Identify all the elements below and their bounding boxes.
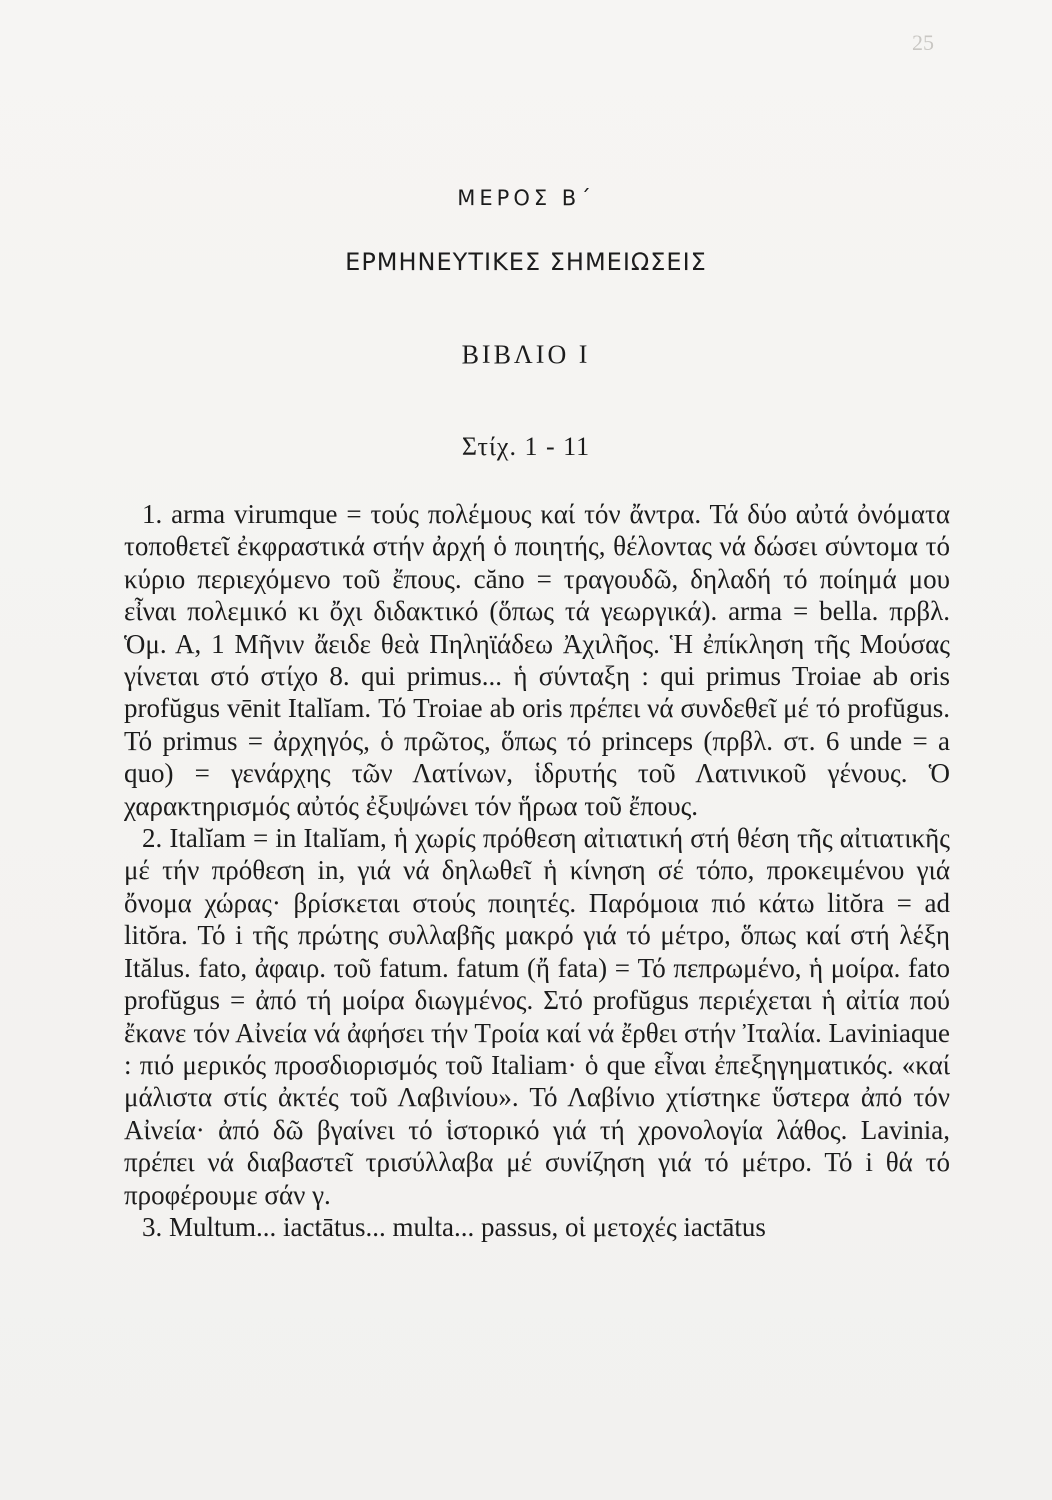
paragraph-note-2: 2. Italĭam = in Italĭam, ἡ χωρίς πρόθεση αἰτιατική στή θέση τῆς αἰτιατικῆς μέ τήν πρόθεση in, γιά νά δηλωθεῖ ἡ κίνηση σέ τόπο, προκειμένου γιά ὄνομα χώρας· βρίσκεται στούς ποιητές. Παρόμοια πιό κάτω litŏra = ad litŏra. Τό i τῆς πρώτης συλλαβῆς μακρό γιά τό μέτρο, ὅπως καί στή λέξη Itălus. fato, ἀφαιρ. τοῦ fatum. fatum (ἤ fata) = Τό πεπρωμένο, ἡ μοίρα. fato profŭgus = ἀπό τή μοίρα διωγμένος. Στό profŭgus περιέχεται ἡ αἰτία πού ἔκανε τόν Αἰνεία νά ἀφήσει τήν Τροία καί νά ἔρθει στήν Ἰταλία. Laviniaque : πιό μερικός προσδιορισμός τοῦ Italiam· ὁ que εἶναι ἐπεξηγηματικός. «καί μάλιστα στίς ἀκτές τοῦ Λαβινίου». Τό Λαβίνιο χτίστηκε ὕστερα ἀπό τόν Αἰνεία· ἀπό δῶ βγαίνει τό ἱστορικό γιά τή χρονολογία λάθος. Lavinia, πρέπει νά διαβαστεῖ τρισύλλαβα μέ συνίζηση γιά τό μέτρο. Τό i θά τό προφέρουμε σάν γ. — [124, 823, 950, 1210]
verses-heading: Στίχ. 1 - 11 — [461, 432, 591, 461]
paragraph-note-3: 3. Multum... iactātus... multa... passus, οἱ μετοχές iactātus — [142, 1211, 766, 1242]
paragraph-note-1: 1. arma virumque = τούς πολέμους καί τόν ἄντρα. Τά δύο αὐτά ὀνόματα τοποθετεῖ ἐκφραστικά στήν ἀρχή ὁ ποιητής, θέλοντας νά δώσει σύντομα τό κύριο περιεχόμενο τοῦ ἔπους. căno = τραγουδῶ, δηλαδή τό ποίημά μου εἶναι πολεμικό κι ὄχι διδακτικό (ὅπως τά γεωργικά). arma = bella. πρβλ. Ὁμ. Α, 1 Μῆνιν ἄειδε θεὰ Πηληϊάδεω Ἀχιλῆος. Ἡ ἐπίκληση τῆς Μούσας γίνεται στό στίχο 8. qui primus... ἡ σύνταξη : qui primus Troiae ab oris profŭgus vēnit Italĭam. Τό Troiae ab oris πρέπει νά συνδεθεῖ μέ τό profŭgus. Τό primus = ἀρχηγός, ὁ πρῶτος, ὅπως τό princeps (πρβλ. στ. 6 unde = a quo) = γενάρχης τῶν Λατίνων, ἱδρυτής τοῦ Λατινικοῦ γένους. Ὁ χαρακτηρισμός αὐτός ἐξυψώνει τόν ἥρωα τοῦ ἔπους. — [124, 499, 950, 821]
body-text — [124, 498, 950, 1243]
page-number: 25 — [912, 30, 934, 55]
section-heading: ΕΡΜΗΝΕΥΤΙΚΕΣ ΣΗΜΕΙΩΣΕΙΣ — [345, 248, 707, 276]
book-heading: ΒΙΒΛΙΟ Ι — [461, 340, 591, 369]
part-heading: ΜΕΡΟΣ Β΄ — [457, 186, 595, 210]
